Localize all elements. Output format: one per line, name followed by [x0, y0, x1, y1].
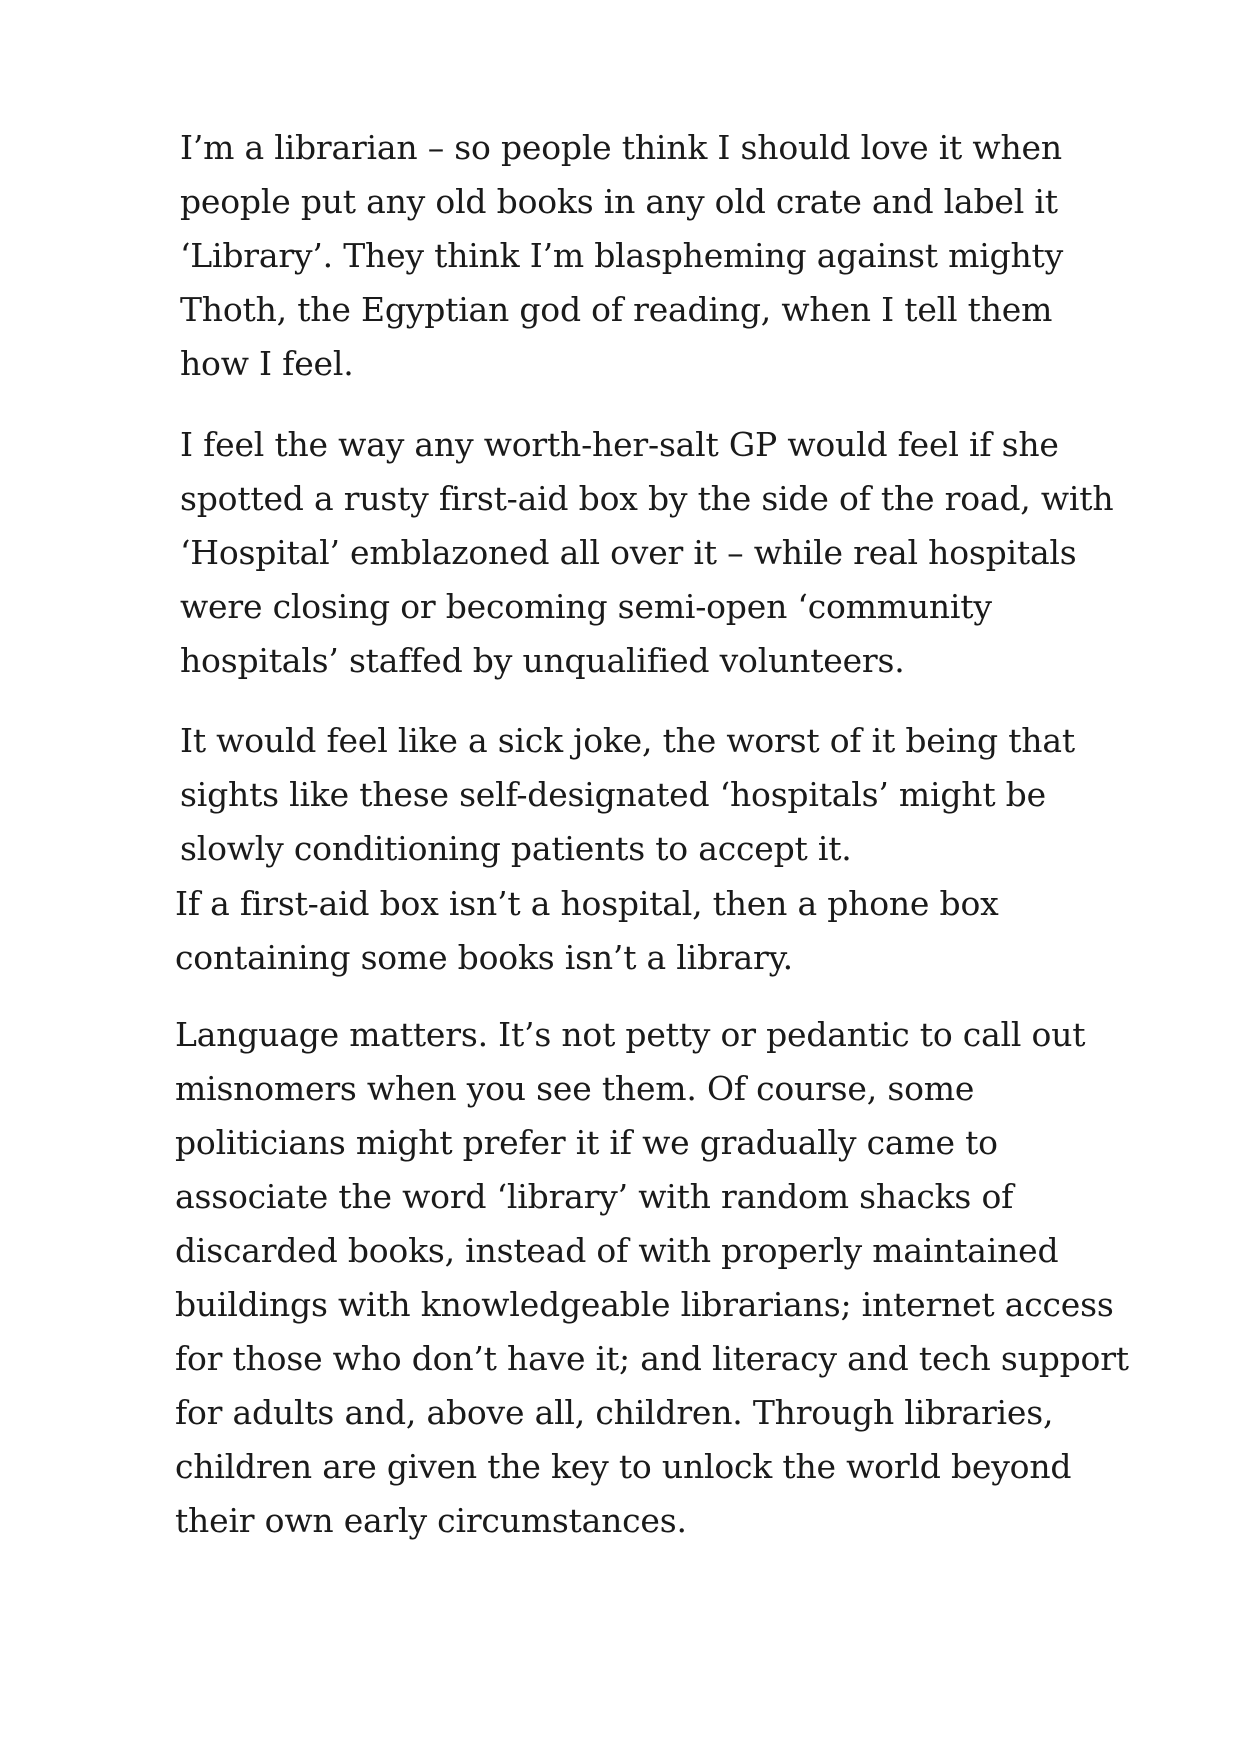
text-line: for adults and, above all, children. Through libraries,: [175, 1393, 1054, 1432]
text-line: ‘Hospital’ emblazoned all over it – while real hospitals: [180, 533, 1077, 572]
text-line: spotted a rusty first-aid box by the side of the road, with: [180, 479, 1114, 518]
paragraph-gp-analogy: [180, 418, 1113, 688]
text-line: discarded books, instead of with properly maintained: [175, 1231, 1059, 1270]
paragraph-language-matters: [175, 1008, 1129, 1548]
paragraph-sick-joke: [180, 714, 1075, 876]
text-line: Language matters. It’s not petty or pedantic to call out: [175, 1015, 1086, 1054]
text-line: hospitals’ staffed by unqualified volunteers.: [180, 641, 905, 680]
paragraph-phone-box: [175, 877, 999, 985]
text-line: containing some books isn’t a library.: [175, 938, 793, 977]
text-line: ‘Library’. They think I’m blaspheming against mighty: [180, 236, 1064, 275]
text-line: misnomers when you see them. Of course, some: [175, 1069, 975, 1108]
paragraph-librarian-intro: [180, 121, 1063, 391]
text-line: It would feel like a sick joke, the worst of it being that: [180, 721, 1075, 760]
text-line: people put any old books in any old crate and label it: [180, 182, 1058, 221]
text-line: associate the word ‘library’ with random shacks of: [175, 1177, 1014, 1216]
text-line: children are given the key to unlock the world beyond: [175, 1447, 1072, 1486]
text-line: their own early circumstances.: [175, 1501, 687, 1540]
text-line: for those who don’t have it; and literacy and tech support: [175, 1339, 1129, 1378]
text-line: slowly conditioning patients to accept it.: [180, 829, 852, 868]
text-line: I feel the way any worth-her-salt GP would feel if she: [180, 425, 1059, 464]
text-line: were closing or becoming semi-open ‘community: [180, 587, 992, 626]
text-line: If a first-aid box isn’t a hospital, then a phone box: [175, 884, 999, 923]
text-line: I’m a librarian – so people think I should love it when: [180, 128, 1062, 167]
text-line: buildings with knowledgeable librarians; internet access: [175, 1285, 1114, 1324]
text-line: Thoth, the Egyptian god of reading, when I tell them: [180, 290, 1053, 329]
text-line: politicians might prefer it if we gradually came to: [175, 1123, 998, 1162]
text-line: how I feel.: [180, 344, 354, 383]
text-line: sights like these self-designated ‘hospitals’ might be: [180, 775, 1046, 814]
